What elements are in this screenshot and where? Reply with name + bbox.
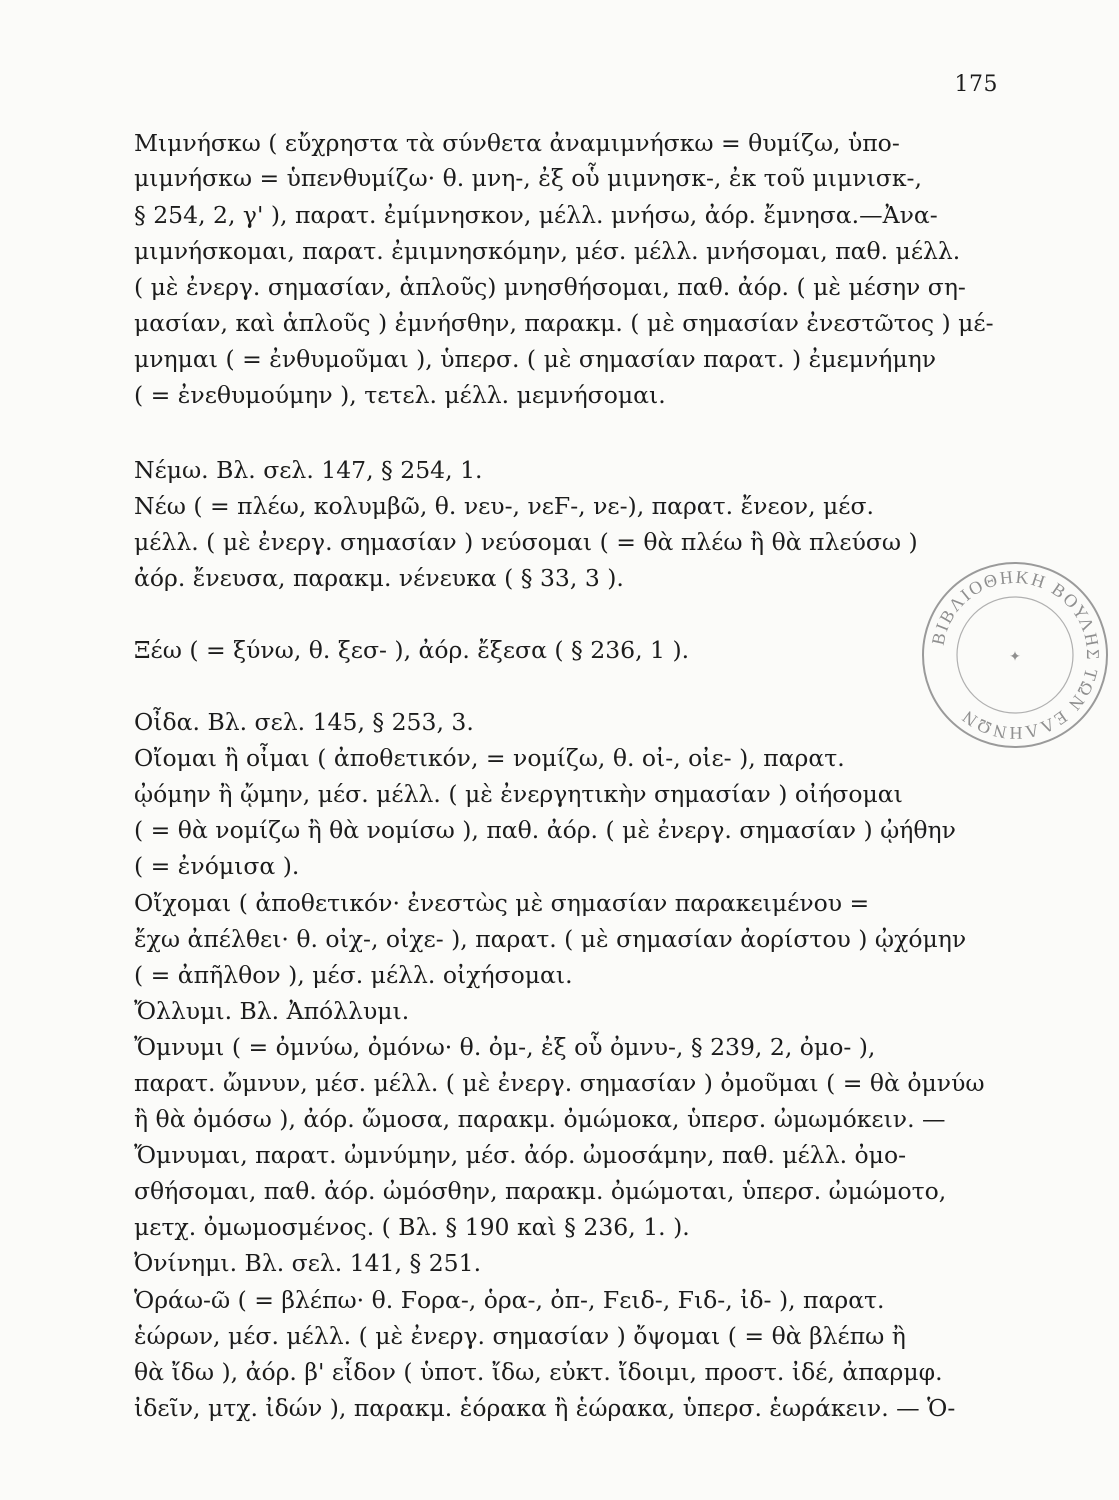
text-line: Οἶδα. Βλ. σελ. 145, § 253, 3. [134,708,474,736]
text-line: ( = θὰ νομίζω ἢ θὰ νομίσω ), παθ. ἀόρ. ( μὲ ἐνεργ. σημασίαν ) ᾠήθην [134,816,956,844]
text-line: μιμνήσκομαι, παρατ. ἐμιμνησκόμην, μέσ. μέλλ. μνήσομαι, παθ. μέλλ. [134,237,961,265]
text-line: Ξέω ( = ξύνω, θ. ξεσ- ), ἀόρ. ἔξεσα ( § 236, 1 ). [134,636,690,664]
text-line: Μιμνήσκω ( εὔχρηστα τὰ σύνθετα ἀναμιμνήσκω = θυμίζω, ὑπο- [134,129,900,157]
text-line: μέλλ. ( μὲ ἐνεργ. σημασίαν ) νεύσομαι ( = θὰ πλέω ἢ θὰ πλεύσω ) [134,528,918,556]
text-line: Οἴομαι ἢ οἶμαι ( ἀποθετικόν, = νομίζω, θ. οἰ-, οἰε- ), παρατ. [134,744,845,772]
text-line: σθήσομαι, παθ. ἀόρ. ὠμόσθην, παρακμ. ὀμώμοται, ὑπερσ. ὠμώμοτο, [134,1177,947,1205]
text-line: ( = ἀπῆλθον ), μέσ. μέλλ. οἰχήσομαι. [134,961,573,989]
text-line: ᾠόμην ἢ ᾤμην, μέσ. μέλλ. ( μὲ ἐνεργητικὴν σημασίαν ) οἰήσομαι [134,780,903,808]
text-line: Ὄλλυμι. Βλ. Ἀπόλλυμι. [134,997,410,1025]
text-line: μετχ. ὀμωμοσμένος. ( Βλ. § 190 καὶ § 236, 1. ). [134,1213,690,1241]
text-line: ἢ θὰ ὀμόσω ), ἀόρ. ὤμοσα, παρακμ. ὀμώμοκα, ὑπερσ. ὠμωμόκειν. — [134,1105,946,1133]
stamp-star-icon: ✦ [1009,650,1021,665]
text-line: Ὁράω-ῶ ( = βλέπω· θ. Ϝορα-, ὁρα-, ὀπ-, Ϝειδ-, Ϝιδ-, ἰδ- ), παρατ. [134,1286,885,1314]
text-line: Ὄμνυμαι, παρατ. ὠμνύμην, μέσ. ἀόρ. ὠμοσάμην, παθ. μέλλ. ὀμο- [134,1141,907,1169]
text-line: Οἴχομαι ( ἀποθετικόν· ἐνεστὼς μὲ σημασίαν παρακειμένου = [134,889,870,917]
text-line: ( μὲ ἐνεργ. σημασίαν, ἁπλοῦς) μνησθήσομαι, παθ. ἀόρ. ( μὲ μέσην ση- [134,273,966,301]
text-line: μιμνήσκω = ὑπενθυμίζω· θ. μνη-, ἐξ οὗ μιμνησκ-, ἐκ τοῦ μιμνισκ-, [134,164,922,192]
text-line: ἔχω ἀπέλθει· θ. οἰχ-, οἰχε- ), παρατ. ( μὲ σημασίαν ἀορίστου ) ᾠχόμην [134,925,967,953]
text-line: ( = ἐνόμισα ). [134,852,300,880]
text-line: ( = ἐνεθυμούμην ), τετελ. μέλλ. μεμνήσομαι. [134,381,666,409]
text-line: ἑώρων, μέσ. μέλλ. ( μὲ ἐνεργ. σημασίαν ) ὄψομαι ( = θὰ βλέπω ἢ [134,1322,906,1350]
text-line: Νέμω. Βλ. σελ. 147, § 254, 1. [134,456,483,484]
text-line: μασίαν, καὶ ἁπλοῦς ) ἐμνήσθην, παρακμ. ( μὲ σημασίαν ἐνεστῶτος ) μέ- [134,309,994,337]
text-line: θὰ ἴδω ), ἀόρ. β' εἶδον ( ὑποτ. ἴδω, εὐκτ. ἴδοιμι, προστ. ἰδέ, ἀπαρμφ. [134,1358,943,1386]
text-line: Ὄμνυμι ( = ὀμνύω, ὀμόνω· θ. ὀμ-, ἐξ οὗ ὀμνυ-, § 239, 2, ὀμο- ), [134,1033,876,1061]
text-line: ἰδεῖν, μτχ. ἰδών ), παρακμ. ἑόρακα ἢ ἑώρακα, ὑπερσ. ἑωράκειν. — Ὁ- [134,1394,956,1422]
page-number: 175 [954,72,998,97]
text-line: Νέω ( = πλέω, κολυμβῶ, θ. νευ-, νεϜ-, νε-), παρατ. ἔνεον, μέσ. [134,492,874,520]
text-line: παρατ. ὤμνυν, μέσ. μέλλ. ( μὲ ἐνεργ. σημασίαν ) ὀμοῦμαι ( = θὰ ὀμνύω [134,1069,985,1097]
stamp-text: ΒΙΒΛΙΟΘΗΚΗ ΒΟΥΛΗΣ ΤΩΝ ΕΛΛΗΝΩΝ [927,566,1104,744]
library-stamp [915,555,1115,755]
text-line: § 254, 2, γ' ), παρατ. ἐμίμνησκον, μέλλ. μνήσω, ἀόρ. ἔμνησα.—Ἀνα- [134,201,938,229]
text-line: Ὀνίνημι. Βλ. σελ. 141, § 251. [134,1249,482,1277]
text-line: μνημαι ( = ἐνθυμοῦμαι ), ὑπερσ. ( μὲ σημασίαν παρατ. ) ἐμεμνήμην [134,345,936,373]
text-line: ἀόρ. ἔνευσα, παρακμ. νένευκα ( § 33, 3 ). [134,564,624,592]
